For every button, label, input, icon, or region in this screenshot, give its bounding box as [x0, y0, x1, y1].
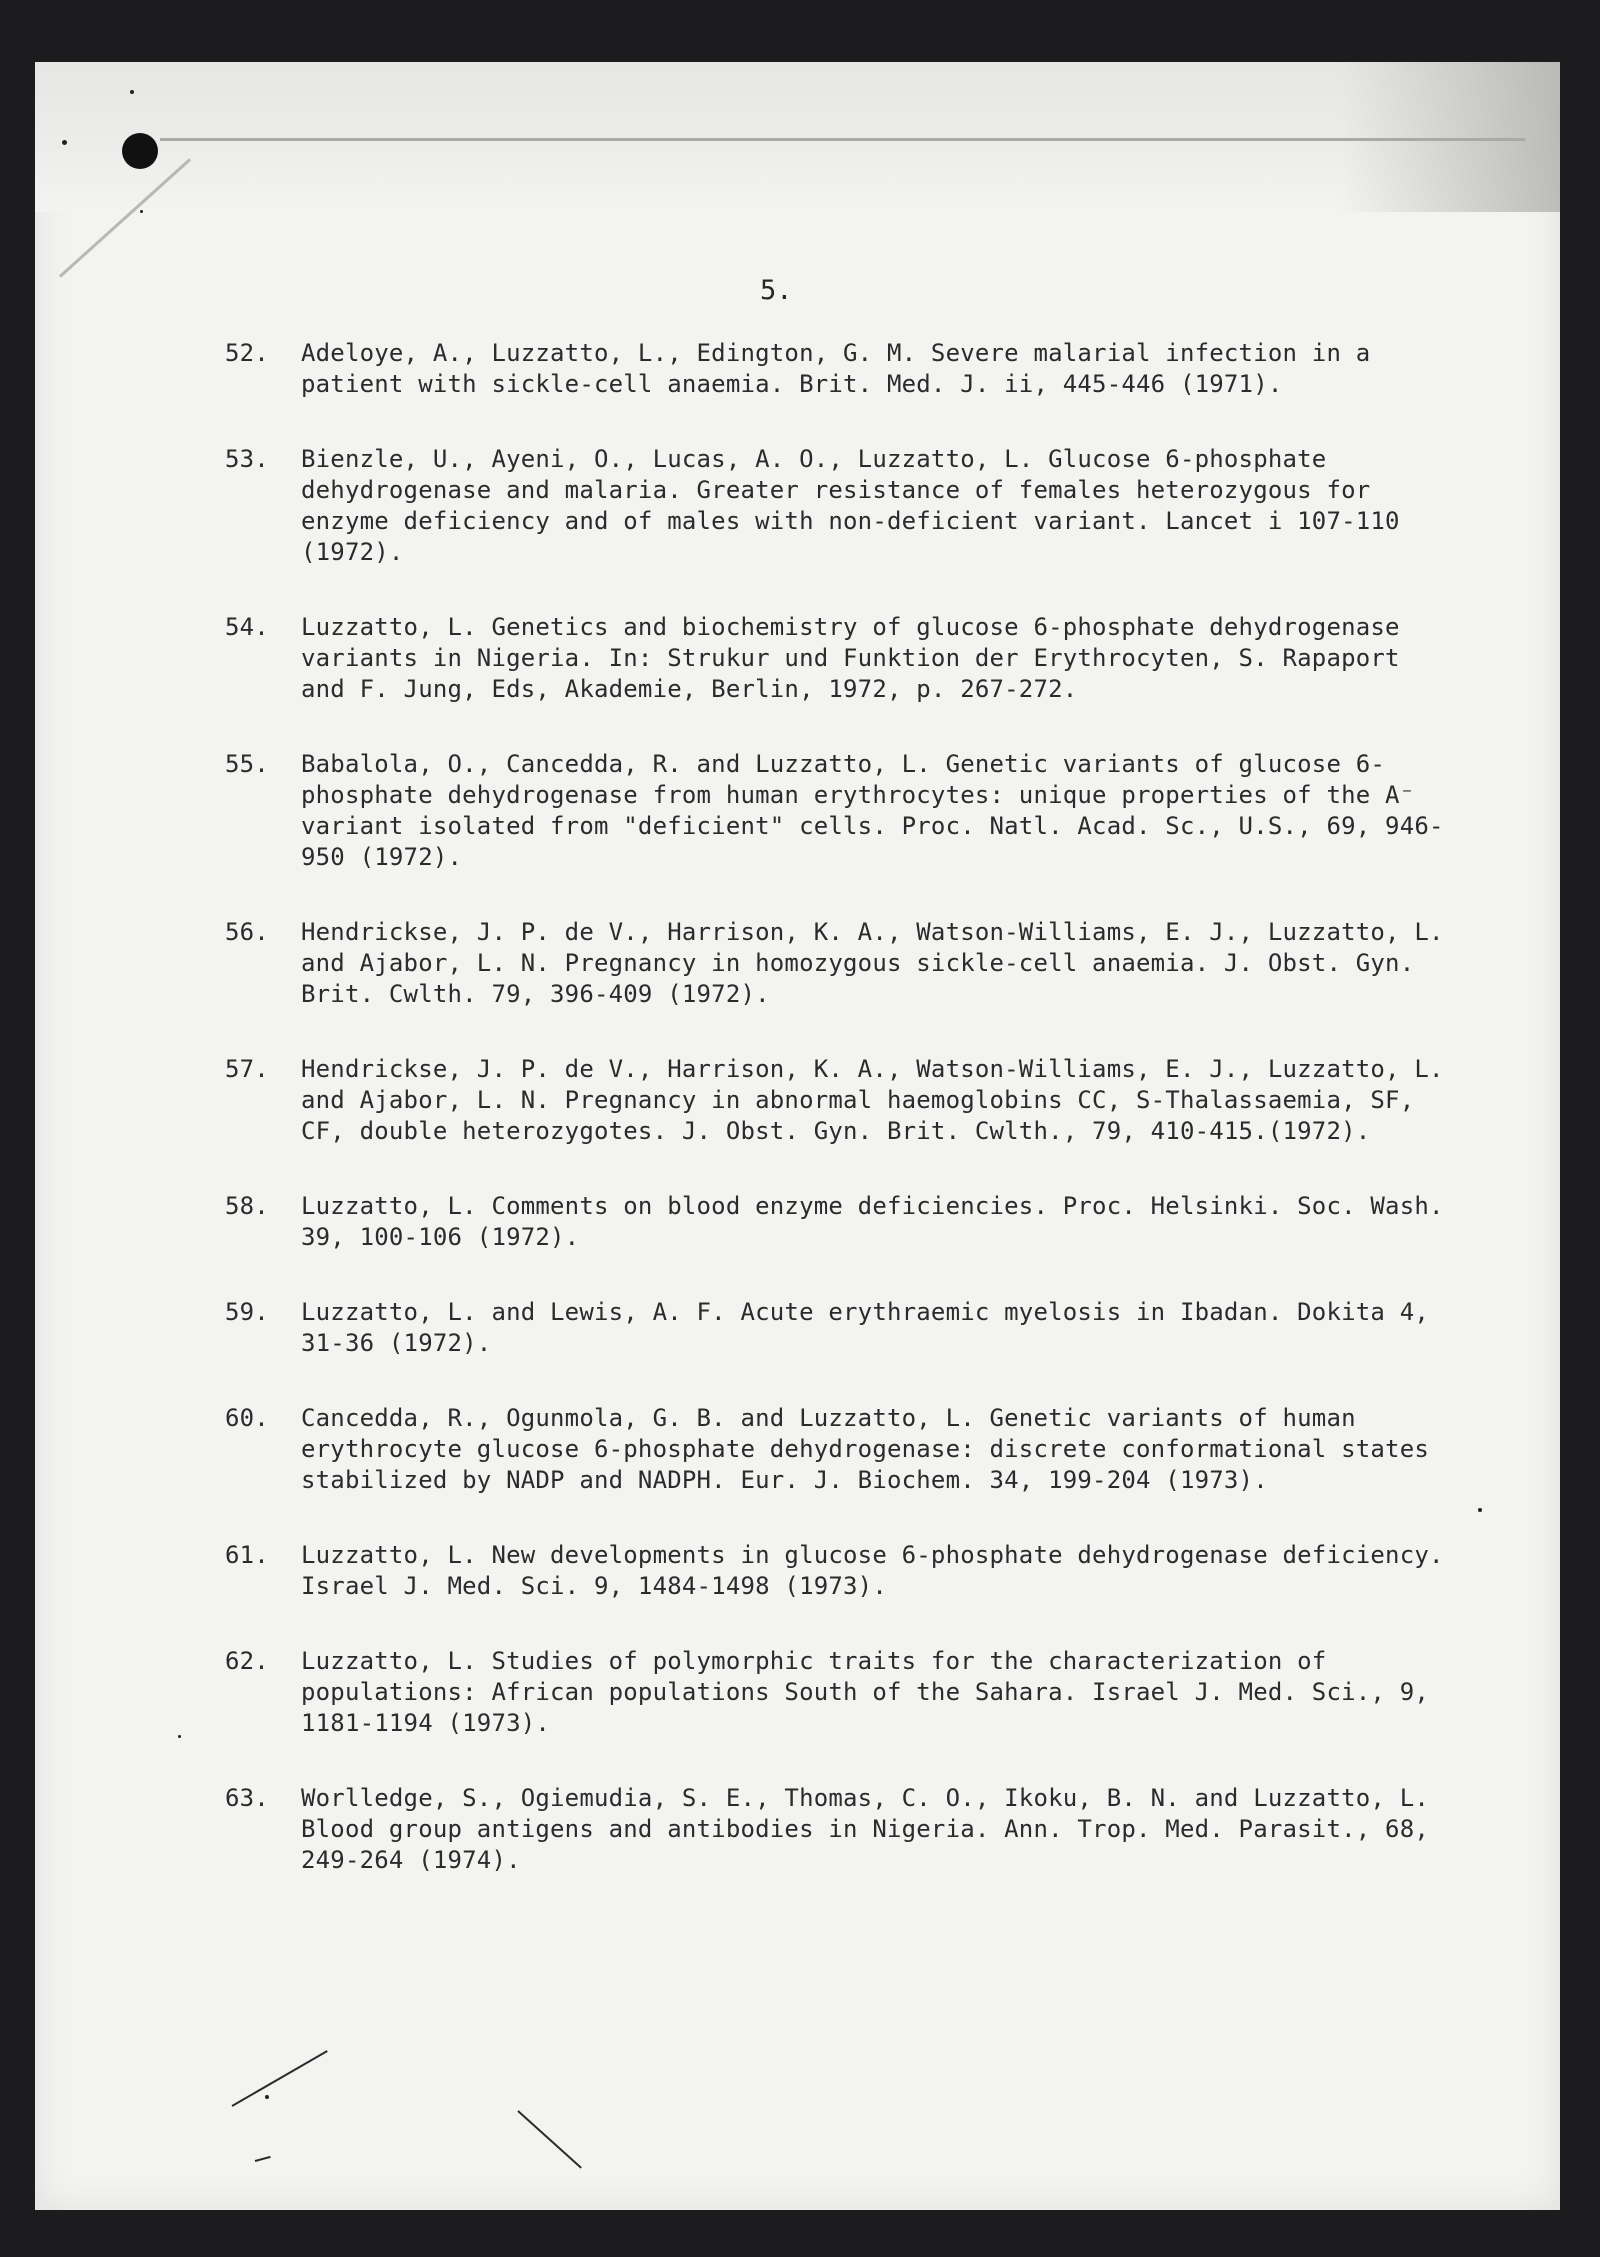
- reference-text: Luzzatto, L. Studies of polymorphic traits for the characterization of populations: African populations South of the Sahara. Israel J. Med. Sci., 9, 1181-1194 (1973).: [301, 1647, 1429, 1737]
- reference-item: [225, 917, 1455, 1010]
- reference-number: 57.: [225, 1055, 269, 1083]
- reference-number: 59.: [225, 1298, 269, 1326]
- page-number: 5.: [760, 275, 793, 306]
- reference-item: [225, 1646, 1455, 1739]
- reference-number: 54.: [225, 613, 269, 641]
- reference-number: 63.: [225, 1784, 269, 1812]
- reference-item: [225, 444, 1455, 568]
- reference-number: 58.: [225, 1192, 269, 1220]
- reference-item: [225, 1403, 1455, 1496]
- reference-item: [225, 1297, 1455, 1359]
- reference-number: 53.: [225, 445, 269, 473]
- reference-text: Luzzatto, L. Comments on blood enzyme deficiencies. Proc. Helsinki. Soc. Wash. 39, 100-106 (1972).: [301, 1192, 1444, 1251]
- reference-item: [225, 1054, 1455, 1147]
- speck: [140, 210, 143, 213]
- speck: [265, 2095, 269, 2099]
- reference-text: Luzzatto, L. New developments in glucose 6-phosphate dehydrogenase deficiency. Israel J. Med. Sci. 9, 1484-1498 (1973).: [301, 1541, 1444, 1600]
- fold-line: [160, 138, 1525, 141]
- reference-text: Adeloye, A., Luzzatto, L., Edington, G. M. Severe malarial infection in a patient with sickle-cell anaemia. Brit. Med. J. ii, 445-446 (1971).: [301, 339, 1371, 398]
- punch-hole-icon: [122, 133, 158, 169]
- speck: [62, 140, 67, 145]
- reference-text: Luzzatto, L. and Lewis, A. F. Acute erythraemic myelosis in Ibadan. Dokita 4, 31-36 (1972).: [301, 1298, 1429, 1357]
- reference-number: 56.: [225, 918, 269, 946]
- reference-text: Hendrickse, J. P. de V., Harrison, K. A., Watson-Williams, E. J., Luzzatto, L. and Ajabor, L. N. Pregnancy in abnormal haemoglobins CC, S-Thalassaemia, SF, CF, double heterozygotes. J. Obst. Gyn. Brit. Cwlth., 79, 410-415.(1972).: [301, 1055, 1444, 1145]
- reference-text: Hendrickse, J. P. de V., Harrison, K. A., Watson-Williams, E. J., Luzzatto, L. and Ajabor, L. N. Pregnancy in homozygous sickle-cell anaemia. J. Obst. Gyn. Brit. Cwlth. 79, 396-409 (1972).: [301, 918, 1444, 1008]
- reference-item: [225, 1783, 1455, 1876]
- speck: [1478, 1508, 1482, 1512]
- reference-item: [225, 612, 1455, 705]
- reference-list: [225, 338, 1455, 1920]
- fold-shadow: [35, 62, 1560, 212]
- speck: [130, 90, 134, 94]
- reference-item: [225, 749, 1455, 873]
- reference-item: [225, 1191, 1455, 1253]
- fold-shadow-right: [1340, 62, 1560, 212]
- reference-item: [225, 1540, 1455, 1602]
- reference-number: 61.: [225, 1541, 269, 1569]
- reference-text: Worlledge, S., Ogiemudia, S. E., Thomas, C. O., Ikoku, B. N. and Luzzatto, L. Blood group antigens and antibodies in Nigeria. Ann. Trop. Med. Parasit., 68, 249-264 (1974).: [301, 1784, 1429, 1874]
- reference-number: 55.: [225, 750, 269, 778]
- reference-number: 62.: [225, 1647, 269, 1675]
- reference-number: 60.: [225, 1404, 269, 1432]
- reference-number: 52.: [225, 339, 269, 367]
- reference-text: Babalola, O., Cancedda, R. and Luzzatto, L. Genetic variants of glucose 6-phosphate dehydrogenase from human erythrocytes: unique properties of the A⁻ variant isolated from "deficient" cells. Proc. Natl. Acad. Sc., U.S., 69, 946-950 (1972).: [301, 750, 1444, 871]
- reference-text: Bienzle, U., Ayeni, O., Lucas, A. O., Luzzatto, L. Glucose 6-phosphate dehydrogenase and malaria. Greater resistance of females heterozygous for enzyme deficiency and of males with non-deficient variant. Lancet i 107-110 (1972).: [301, 445, 1400, 566]
- reference-item: [225, 338, 1455, 400]
- reference-text: Luzzatto, L. Genetics and biochemistry of glucose 6-phosphate dehydrogenase variants in Nigeria. In: Strukur und Funktion der Erythrocyten, S. Rapaport and F. Jung, Eds, Akademie, Berlin, 1972, p. 267-272.: [301, 613, 1400, 703]
- reference-text: Cancedda, R., Ogunmola, G. B. and Luzzatto, L. Genetic variants of human erythrocyte glucose 6-phosphate dehydrogenase: discrete conformational states stabilized by NADP and NADPH. Eur. J. Biochem. 34, 199-204 (1973).: [301, 1404, 1429, 1494]
- speck: [178, 1735, 181, 1738]
